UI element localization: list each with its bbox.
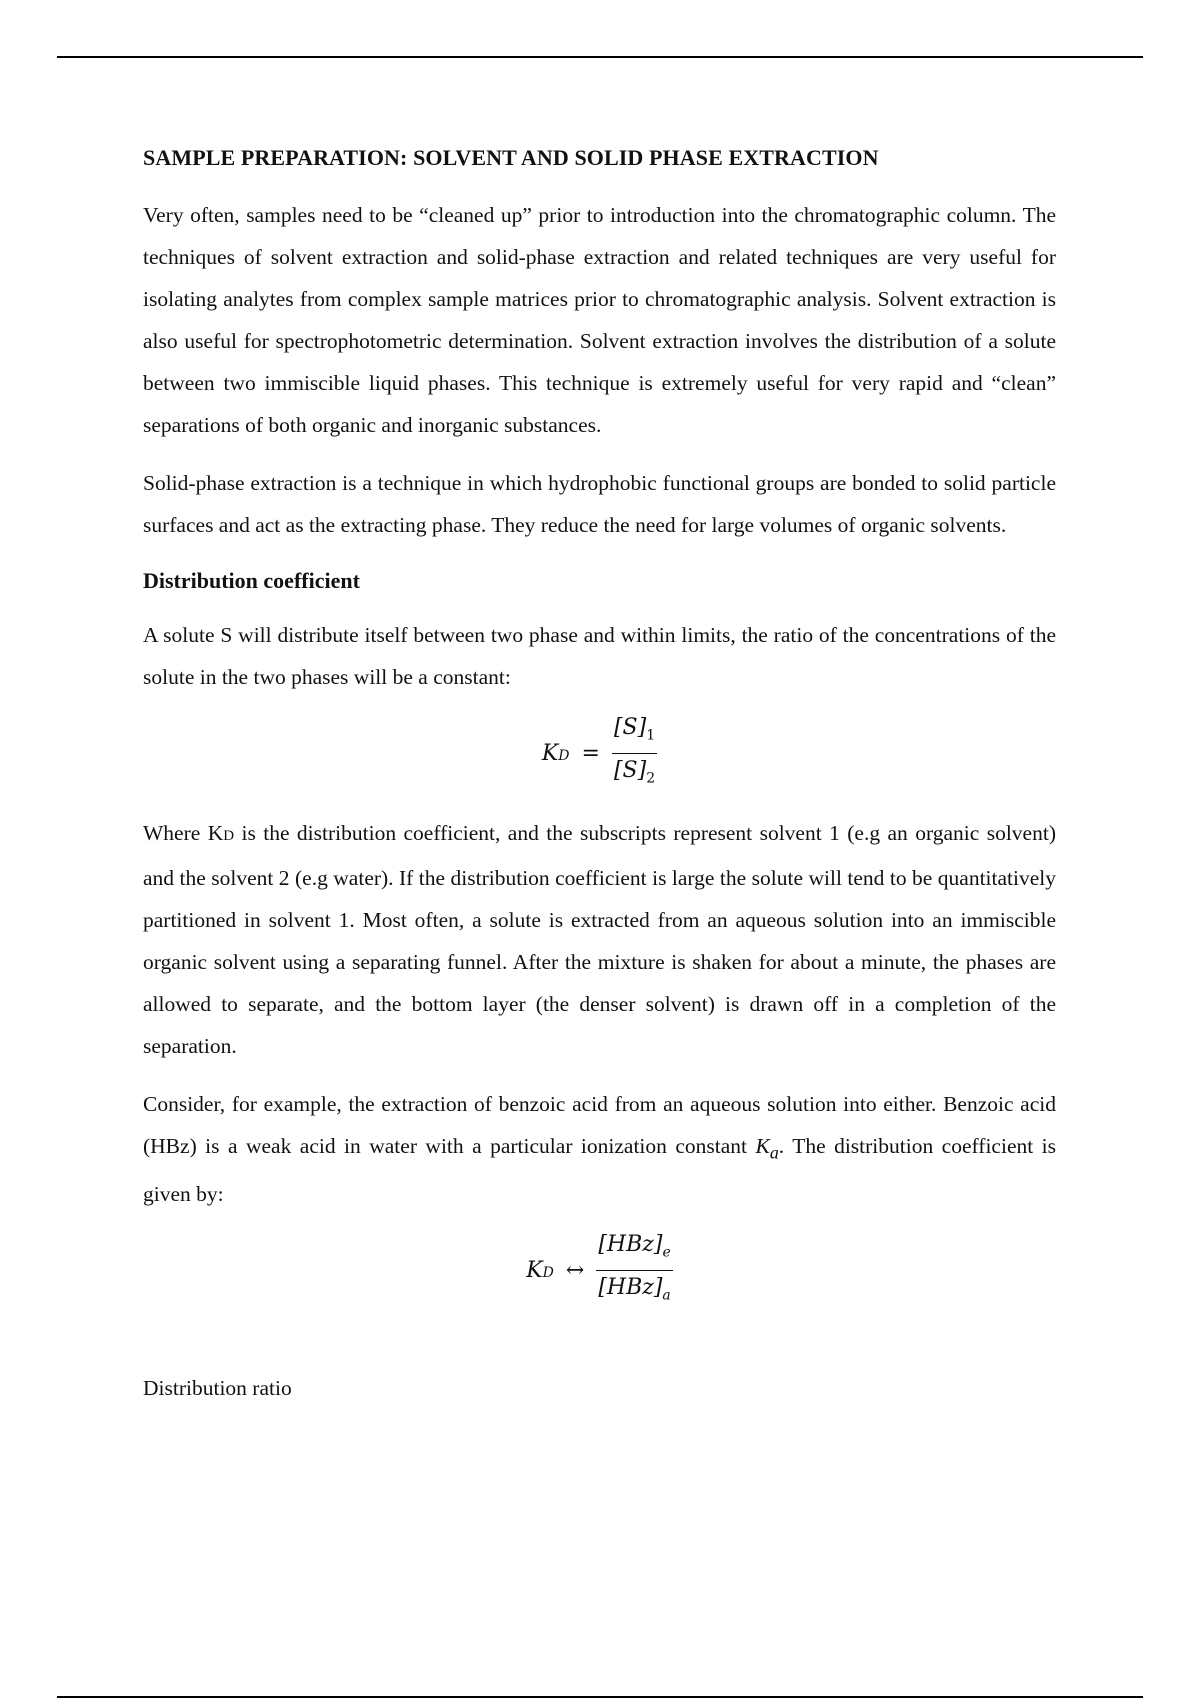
equation-distribution-coefficient: [143, 714, 1056, 792]
page-content: [143, 140, 1056, 1409]
equation1-numerator: $[S]_1$: [612, 713, 657, 753]
bottom-rule: [57, 1696, 1143, 1698]
consider-paragraph: Consider, for example, the extraction of benzoic acid from an aqueous solution into either. Benzoic acid (HBz) is a weak acid in water with a particular ionization constant $K_a$. The distribution coefficient is given by:: [143, 1092, 1057, 1207]
equation2-fraction: [596, 1230, 672, 1310]
equation2-operator: ↔: [565, 1257, 585, 1283]
equation2-denominator: $[HBz]_a$: [598, 1274, 671, 1304]
solute-paragraph: A solute S will distribute itself between two phase and within limits, the ratio of the concentrations of the solute in the two phases will be a constant:: [143, 623, 1056, 689]
equation1-fraction: [612, 713, 657, 793]
intro-paragraph: Very often, samples need to be “cleaned up” prior to introduction into the chromatographic column. The techniques of solvent extraction and solid-phase extraction and related techniques are very useful for isolating analytes from complex sample matrices prior to chromatographic analysis. Solvent extraction is also useful for spectrophotometric determination. Solvent extraction involves the distribution of a solute between two immiscible liquid phases. This technique is extremely useful for very rapid and “clean” separations of both organic and inorganic substances.: [143, 203, 1056, 437]
spe-paragraph: Solid-phase extraction is a technique in which hydrophobic functional groups are bonded to solid particle surfaces and act as the extracting phase. They reduce the need for large volumes of organic solvents.: [143, 471, 1056, 537]
equation-benzoic-acid: [143, 1231, 1056, 1309]
distribution-coefficient-heading: Distribution coefficient: [143, 568, 360, 593]
equation2-lhs: K D: [526, 1257, 554, 1283]
document-title: SAMPLE PREPARATION: SOLVENT AND SOLID PHASE EXTRACTION: [143, 145, 879, 170]
where-paragraph: Where KD is the distribution coefficient, and the subscripts represent solvent 1 (e.g an organic solvent) and the solvent 2 (e.g water). If the distribution coefficient is large the solute will tend to be quantitatively partitioned in solvent 1. Most often, a solute is extracted from an aqueous solution into an immiscible organic solvent using a separating funnel. After the mixture is shaken for about a minute, the phases are allowed to separate, and the bottom layer (the denser solvent) is drawn off in a completion of the separation.: [143, 821, 1056, 1058]
equation2-numerator: $[HBz]_e$: [596, 1230, 672, 1270]
distribution-ratio-line: Distribution ratio: [143, 1376, 292, 1401]
equation1-operator: =: [581, 740, 600, 766]
top-rule: [57, 56, 1143, 58]
equation1-lhs: K D: [541, 740, 570, 766]
equation1-denominator: $[S]_2$: [613, 757, 656, 786]
